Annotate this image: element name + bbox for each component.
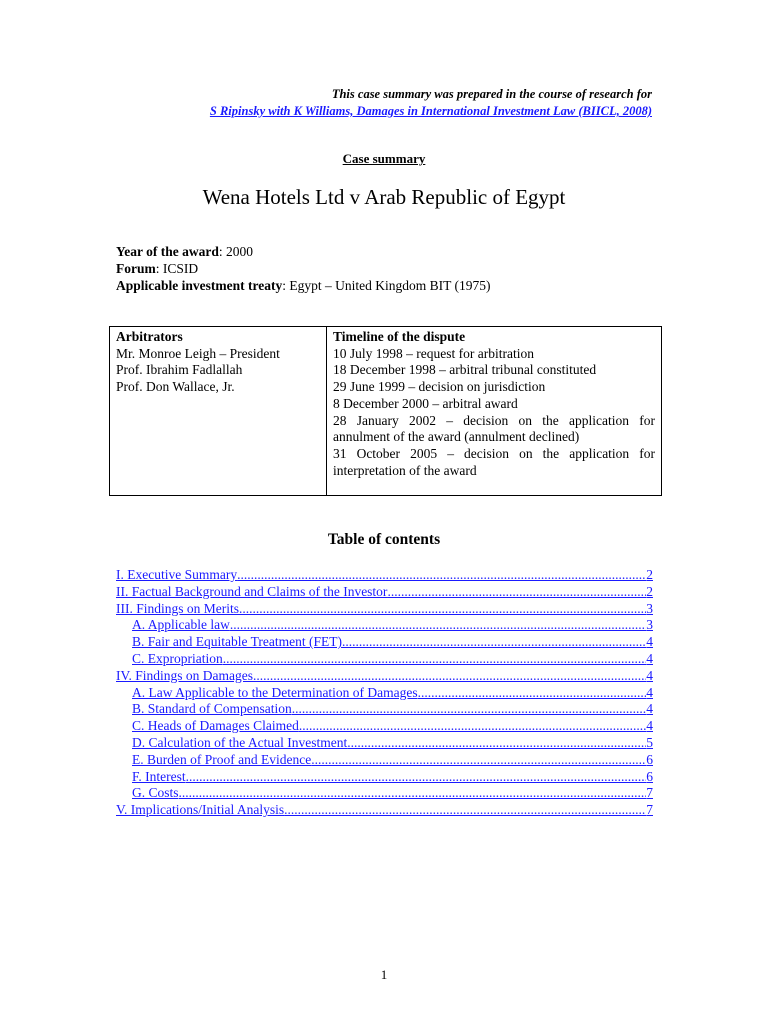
- toc-entry-executive-summary[interactable]: [116, 567, 653, 584]
- toc-leader-dots: [299, 718, 646, 735]
- toc-entry-costs[interactable]: [116, 785, 653, 802]
- toc-leader-dots: [311, 752, 646, 769]
- toc-entry-label: I. Executive Summary: [116, 567, 238, 582]
- toc-entry-page: 2: [646, 583, 653, 599]
- timeline-header: Timeline of the dispute: [333, 329, 466, 344]
- toc-entry-standard-of-compensation[interactable]: [116, 701, 653, 718]
- toc-leader-dots: [223, 651, 647, 668]
- toc-leader-dots: [239, 601, 646, 618]
- toc-entry-label: C. Heads of Damages Claimed: [132, 718, 299, 734]
- toc-entry-page: 5: [646, 734, 653, 750]
- toc-entry-findings-on-merits[interactable]: [116, 601, 653, 618]
- arbitrator-name: Mr. Monroe Leigh – President: [116, 345, 280, 361]
- toc-entry-applicable-law[interactable]: [116, 617, 653, 634]
- toc-leader-dots: [292, 701, 647, 718]
- toc-leader-dots: [342, 634, 646, 651]
- toc-entry-page: 4: [646, 684, 653, 700]
- forum: [116, 260, 490, 277]
- toc-entry-label: E. Burden of Proof and Evidence: [132, 751, 312, 767]
- toc-entry-page: 4: [646, 667, 653, 683]
- toc-leader-dots: [179, 785, 647, 802]
- toc-entry-expropriation[interactable]: [116, 651, 653, 668]
- toc-entry-findings-on-damages[interactable]: [116, 668, 653, 685]
- toc-entry-label: A. Law Applicable to the Determination of Damages: [132, 684, 418, 700]
- toc-entry-page: 4: [646, 701, 653, 717]
- arbitrator-name: Prof. Ibrahim Fadlallah: [116, 362, 243, 378]
- toc-leader-dots: [284, 802, 646, 819]
- toc-entry-label: G. Costs: [132, 785, 179, 801]
- timeline-event: 28 January 2002 – decision on the application for annulment of the award (annulment declined): [333, 412, 655, 445]
- toc-entry-page: 7: [646, 785, 653, 801]
- toc-entry-label: D. Calculation of the Actual Investment: [132, 734, 348, 750]
- toc-leader-dots: [186, 769, 647, 786]
- toc-entry-interest[interactable]: [116, 769, 653, 786]
- case-summary-label: Case summary: [342, 151, 426, 166]
- toc-entry-page: 4: [646, 634, 653, 650]
- toc-entry-implications[interactable]: [116, 802, 653, 819]
- year-value: : 2000: [218, 244, 253, 259]
- forum-label: Forum: [116, 261, 156, 276]
- toc-entry-burden-of-proof[interactable]: [116, 752, 653, 769]
- toc-entry-page: 4: [646, 650, 653, 666]
- toc-leader-dots: [237, 567, 646, 584]
- page-number: 1: [380, 967, 388, 982]
- toc-entry-page: 6: [646, 768, 653, 784]
- toc-leader-dots: [253, 668, 646, 685]
- arbitrators-timeline-table: [109, 326, 662, 496]
- case-title: Wena Hotels Ltd v Arab Republic of Egypt: [202, 185, 566, 209]
- case-metadata: [116, 243, 490, 294]
- toc-entry-heads-of-damages[interactable]: [116, 718, 653, 735]
- toc-entry-page: 3: [646, 617, 653, 633]
- arbitrators-header: Arbitrators: [116, 329, 183, 344]
- forum-value: : ICSID: [155, 261, 199, 276]
- toc-entry-label: II. Factual Background and Claims of the Investor: [116, 583, 388, 599]
- toc-entry-label: A. Applicable law: [132, 617, 230, 633]
- toc-entry-label: B. Standard of Compensation: [132, 701, 292, 717]
- header-note: This case summary was prepared in the course of research for: [331, 87, 652, 101]
- toc-entry-fet[interactable]: [116, 634, 653, 651]
- toc-leader-dots: [347, 735, 646, 752]
- toc-leader-dots: [418, 685, 647, 702]
- toc-entry-page: 6: [646, 751, 653, 767]
- toc-leader-dots: [387, 584, 646, 601]
- treaty-label: Applicable investment treaty: [116, 278, 283, 293]
- arbitrators-cell: [110, 327, 327, 496]
- timeline-cell: [327, 327, 662, 496]
- toc-entry-law-applicable-damages[interactable]: [116, 685, 653, 702]
- toc-entry-label: F. Interest: [132, 768, 186, 784]
- table-of-contents: [116, 567, 653, 819]
- toc-entry-factual-background[interactable]: [116, 584, 653, 601]
- toc-entry-page: 2: [646, 567, 653, 582]
- year-label: Year of the award: [116, 244, 219, 259]
- timeline-event: 18 December 1998 – arbitral tribunal constituted: [333, 362, 597, 378]
- toc-entry-calculation-of-investment[interactable]: [116, 735, 653, 752]
- toc-entry-page: 7: [646, 802, 653, 818]
- arbitrator-name: Prof. Don Wallace, Jr.: [116, 379, 235, 395]
- toc-entry-page: 3: [646, 600, 653, 616]
- applicable-treaty: [116, 277, 490, 294]
- toc-entry-label: III. Findings on Merits: [116, 600, 239, 616]
- toc-entry-label: V. Implications/Initial Analysis: [116, 802, 285, 818]
- timeline-event: 29 June 1999 – decision on jurisdiction: [333, 379, 546, 395]
- toc-entry-label: IV. Findings on Damages: [116, 667, 253, 683]
- treaty-value: : Egypt – United Kingdom BIT (1975): [282, 278, 491, 293]
- year-of-award: [116, 243, 490, 260]
- toc-entry-page: 4: [646, 718, 653, 734]
- header-citation-link[interactable]: S Ripinsky with K Williams, Damages in International Investment Law (BIICL, 2008): [209, 104, 652, 118]
- toc-entry-label: C. Expropriation: [132, 650, 223, 666]
- toc-entry-label: B. Fair and Equitable Treatment (FET): [132, 634, 342, 650]
- timeline-event: 8 December 2000 – arbitral award: [333, 395, 518, 411]
- toc-title: Table of contents: [327, 531, 441, 548]
- timeline-event: 31 October 2005 – decision on the application for interpretation of the award: [333, 445, 655, 478]
- toc-leader-dots: [230, 617, 646, 634]
- timeline-event: 10 July 1998 – request for arbitration: [333, 345, 534, 361]
